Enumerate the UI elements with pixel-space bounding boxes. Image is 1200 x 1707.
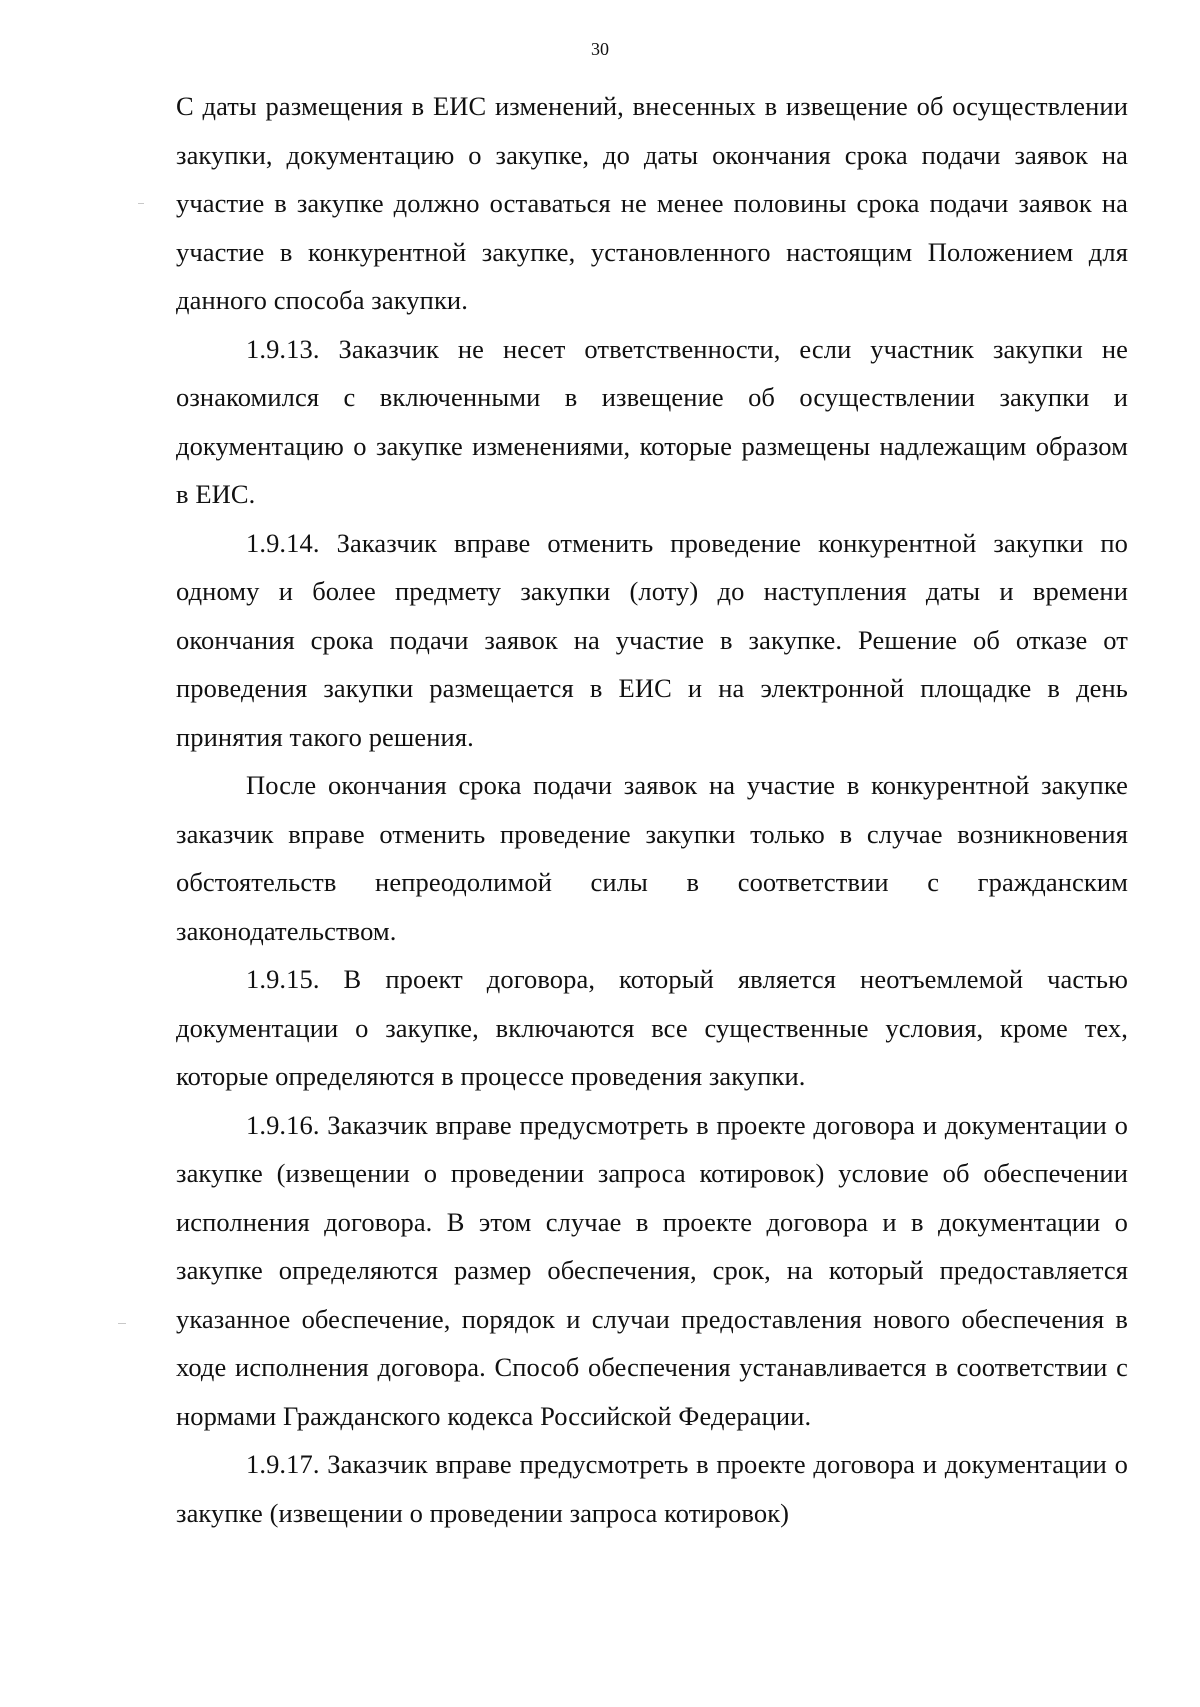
paragraph-after-deadline: После окончания срока подачи заявок на участие в конкурентной закупке заказчик вправе отменить проведение закупки только в случае возникновения обстоятельств непреодолимой силы в соответствии с гражданским законодательством.: [176, 770, 1128, 946]
paragraph-1-9-14: 1.9.14. Заказчик вправе отменить проведение конкурентной закупки по одному и более предмету закупки (лоту) до наступления даты и времени окончания срока подачи заявок на участие в закупке. Решение об отказе от проведения закупки размещается в ЕИС и на электронной площадке в день принятия такого решения.: [176, 527, 1128, 752]
document-body: [176, 82, 1128, 1537]
page-number: 30: [591, 39, 609, 59]
paragraph-1-9-17: 1.9.17. Заказчик вправе предусмотреть в проекте договора и документации о закупке (извещении о проведении запроса котировок): [176, 1449, 1128, 1528]
paragraph-1-9-16: 1.9.16. Заказчик вправе предусмотреть в проекте договора и документации о закупке (извещении о проведении запроса котировок) условие об обеспечении исполнения договора. В этом случае в проекте договора и в документации о закупке определяются размер обеспечения, срок, на который предоставляется указанное обеспечение, порядок и случаи предоставления нового обеспечения в ходе исполнения договора. Способ обеспечения устанавливается в соответствии с нормами Гражданского кодекса Российской Федерации.: [176, 1109, 1128, 1431]
paragraph-continuation: С даты размещения в ЕИС изменений, внесенных в извещение об осуществлении закупки, документацию о закупке, до даты окончания срока подачи заявок на участие в закупке должно оставаться не менее половины срока подачи заявок на участие в конкурентной закупке, установленного настоящим Положением для данного способа закупки.: [176, 91, 1128, 315]
scan-speck: [138, 203, 144, 204]
paragraph-1-9-15: 1.9.15. В проект договора, который является неотъемлемой частью документации о закупке, включаются все существенные условия, кроме тех, которые определяются в процессе проведения закупки.: [176, 964, 1128, 1091]
scan-speck: [118, 1323, 126, 1324]
paragraph-1-9-13: 1.9.13. Заказчик не несет ответственности, если участник закупки не ознакомился с включенными в извещение об осуществлении закупки и документацию о закупке изменениями, которые размещены надлежащим образом в ЕИС.: [176, 333, 1128, 509]
